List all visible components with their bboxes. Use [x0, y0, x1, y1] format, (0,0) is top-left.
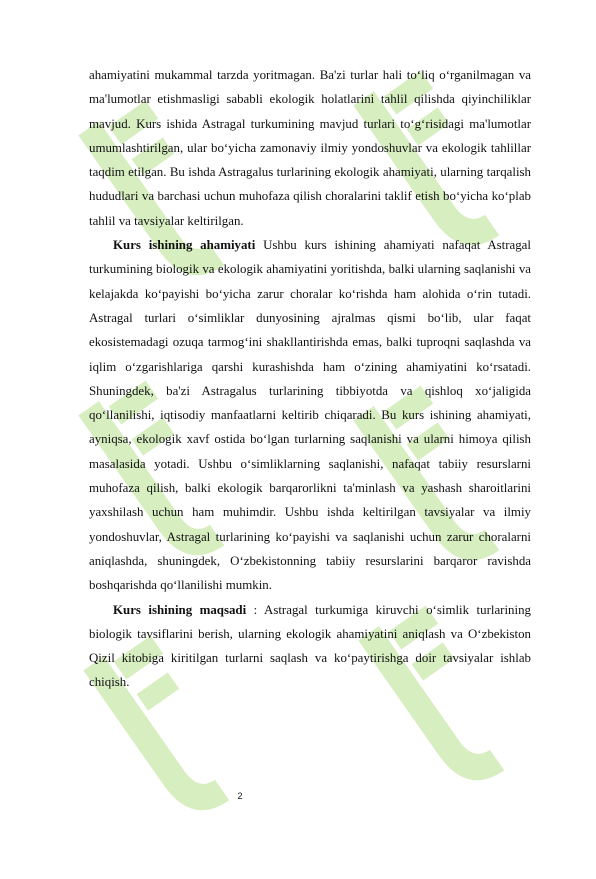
paragraph-text: Ushbu kurs ishining ahamiyati nafaqat Astragal turkumining biologik va ekologik ahamiyatini yoritishda, balki ularning saqlanishi va kelajakda ko‘payishi bo‘yicha zarur choralar ko‘rishda ham alohida o‘rin tutadi. Astragal turlari o‘simliklar dunyosining ajralmas qismi bo‘lib, ular faqat ekosistemadagi ozuqa tarmog‘ini shakllantirishda emas, balki tuproqni saqlashda va iqlim o‘zgarishlariga qarshi kurashishda ham o‘zining ahamiyatini ko‘rsatadi. Shuningdek, ba'zi Astragalus turlarining tibbiyotda va qishloq xo‘jaligida qo‘llanilishi, iqtisodiy manfaatlarni keltirib chiqaradi. Bu kurs ishining ahamiyati, ayniqsa, ekologik xavf ostida bo‘lgan turlarning saqlanishi va ularni himoya qilish masalasida yotadi. Ushbu o‘simliklarning saqlanishi, nafaqat tabiiy resurslarni muhofaza qilish, balki ekologik barqarorlikni ta'minlash va yashash sharoitlarini yaxshilash uchun ham muhimdir. Ushbu ishda keltirilgan tavsiyalar va ilmiy yondoshuvlar, Astragal turlarining ko‘payishi va saqlanishi uchun zarur choralarni aniqlashda, shuningdek, O‘zbekistonning tabiiy resurslarini barqaror ravishda boshqarishda qo‘llanilishi mumkin. [89, 238, 531, 593]
page-number: 2 [237, 791, 243, 801]
section-heading-significance: Kurs ishining ahamiyati [113, 238, 256, 253]
section-heading-goal: Kurs ishining maqsadi [113, 602, 247, 617]
body-text [89, 63, 531, 695]
paragraph-significance [89, 233, 531, 597]
paragraph-intro-continuation [89, 63, 531, 233]
paragraph-goal [89, 598, 531, 695]
paragraph-text: : Astragal turkumiga kiruvchi o‘simlik turlarining biologik tavsiflarini berish, ularning ekologik ahamiyatini aniqlash va O‘zbekiston Qizil kitobiga kiritilgan turlarni saqlash va ko‘paytirishga doir tavsiyalar ishlab chiqish. [89, 602, 531, 690]
paragraph-text: ahamiyatini mukammal tarzda yoritmagan. Ba'zi turlar hali to‘liq o‘rganilmagan va ma'lumotlar etishmasligi sababli ekologik holatlarini tahlil qilishda qiyinchiliklar mavjud. Kurs ishida Astragal turkumining mavjud turlari to‘g‘risidagi ma'lumotlar umumlashtirilgan, ular bo‘yicha zamonaviy ilmiy yondoshuvlar va ekologik tahlillar taqdim etilgan. Bu ishda Astragalus turlarining ekologik ahamiyati, ularning tarqalish hududlari va barchasi uchun muhofaza qilish choralarini taklif etish bo‘yicha ko‘plab tahlil va tavsiyalar keltirilgan. [89, 68, 531, 228]
